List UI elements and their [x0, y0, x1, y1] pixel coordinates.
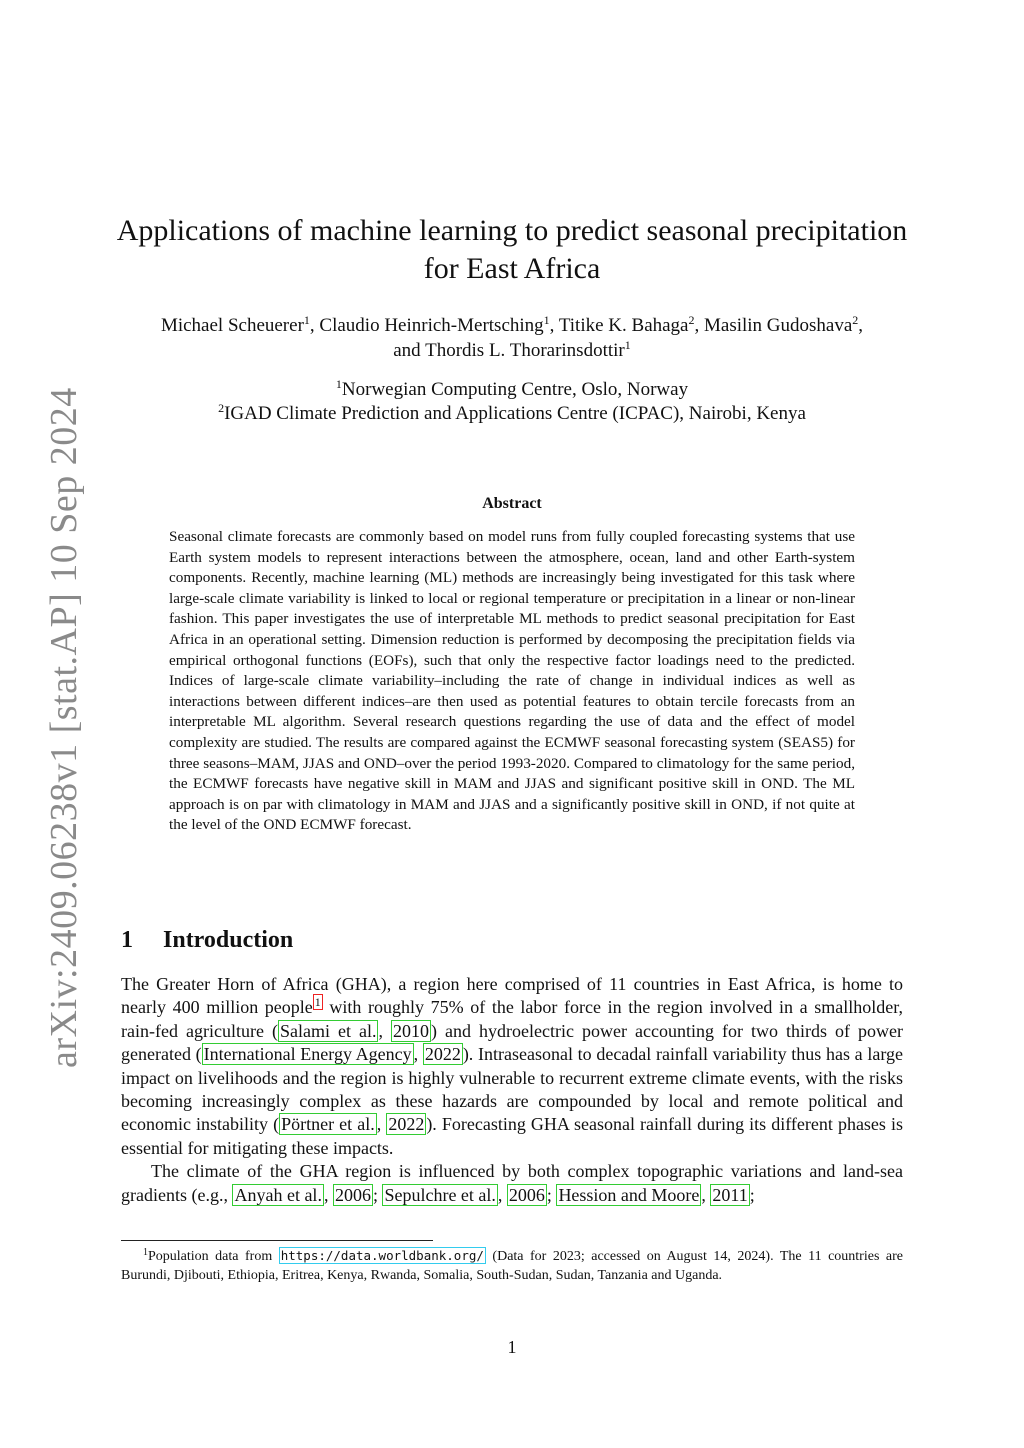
paragraph: The climate of the GHA region is influenced by both complex topographic variations and land-sea gradients (e.g., Anyah et al. , 2006 ; Sepulchre et al. , 2006 ; Hession and Moore , 2011 ;: [121, 1161, 903, 1205]
author-name: Masilin Gudoshava: [704, 315, 853, 336]
citation-link[interactable]: 2010: [393, 1020, 429, 1041]
author-affil-mark: 1: [624, 338, 631, 352]
abstract-text: Seasonal climate forecasts are commonly based on model runs from fully coupled forecasting systems that use Earth system models to represent interactions between the atmosphere, ocean, land and other Earth-system components. Recently, machine learning (ML) methods are increasingly being investigated for this task where large-scale climate variability is linked to local or regional temperature or precipitation in a linear or non-linear fashion. This paper investigates the use of interpretable ML methods to predict seasonal precipitation for East Africa in an operational setting. Dimension reduction is performed by decomposing the precipitation fields via empirical orthogonal functions (EOFs), such that only the respective factor loadings need to the predicted. Indices of large-scale climate variability–including the rate of change in individual indices as well as interactions between different indices–are then used as potential features to obtain tercile forecasts from an interpretable ML algorithm. Several research questions regarding the use of data and the effect of model complexity are studied. The results are compared against the ECMWF seasonal forecasting system (SEAS5) for three seasons–MAM, JJAS and OND–over the period 1993-2020. Compared to climatology for the same period, the ECMWF forecasts have negative skill in MAM and JJAS and significant positive skill in OND. The ML approach is on par with climatology in MAM and JJAS and a significantly positive skill in OND, if not quite at the level of the OND ECMWF forecast.: [169, 528, 855, 834]
author-name: Claudio Heinrich-Mertsching: [319, 315, 544, 336]
paper-title: Applications of machine learning to predict seasonal precipitation for East Africa: [116, 214, 908, 285]
affiliation-list: [150, 378, 874, 426]
citation-link[interactable]: 2006: [508, 1184, 545, 1205]
citation-link[interactable]: International Energy Agency: [203, 1044, 412, 1065]
citation-link[interactable]: 2022: [424, 1044, 461, 1065]
footnote: $^1$Population data from https://data.worldbank.org/ (Data for 2023; accessed on August 14, 2024). The 11 countries are Burundi, Djibouti, Ethiopia, Eritrea, Kenya, Rwanda, Somalia, South-Sudan, Sudan, Tanzania and Uganda.: [121, 1247, 903, 1283]
affiliation: $^1$Norwegian Computing Centre, Oslo, Norway: [335, 377, 689, 400]
section-title: Introduction: [163, 927, 294, 953]
citation-link[interactable]: 2022: [388, 1114, 425, 1135]
section-number: 1: [121, 927, 133, 953]
abstract-heading: Abstract: [482, 495, 542, 512]
author-affil-mark: 1: [303, 313, 310, 327]
citation-link[interactable]: 2011: [712, 1184, 748, 1205]
footnote-number: 1: [143, 1247, 148, 1258]
citation-link[interactable]: Salami et al.: [279, 1020, 377, 1041]
citation-link[interactable]: Anyah et al.: [234, 1184, 322, 1205]
author-affil-mark: 1: [543, 313, 550, 327]
citation-link[interactable]: Sepulchre et al.: [384, 1184, 496, 1205]
introduction-body: [121, 973, 903, 1207]
section-heading: [121, 927, 621, 954]
url-link[interactable]: https://data.worldbank.org/: [280, 1248, 484, 1263]
author-affil-mark: 2: [688, 313, 695, 327]
footnote-divider: [121, 1240, 433, 1241]
citation-link[interactable]: Pörtner et al.: [281, 1114, 375, 1135]
author-name: Michael Scheuerer: [160, 315, 304, 336]
affiliation: $^2$IGAD Climate Prediction and Applications Centre (ICPAC), Nairobi, Kenya: [218, 401, 806, 424]
author-name: Thordis L. Thorarinsdottir: [425, 340, 625, 361]
author-list: Michael Scheuerer$^1$, Claudio Heinrich-Mertsching$^1$, Titike K. Bahaga$^2$, Masilin Gudoshava$^2$, and Thordis L. Thorarinsdottir$^1$: [160, 313, 864, 361]
author-name: Titike K. Bahaga: [558, 315, 689, 336]
arxiv-identifier-stamp: arXiv:2409.06238v1 [stat.AP] 10 Sep 2024: [43, 387, 85, 1068]
author-affil-mark: 2: [852, 313, 859, 327]
citation-link[interactable]: 2006: [334, 1184, 371, 1205]
page-number: 1: [507, 1337, 517, 1357]
footnote-link[interactable]: 1: [314, 995, 321, 1010]
citation-link[interactable]: Hession and Moore: [558, 1184, 700, 1205]
paragraph: The Greater Horn of Africa (GHA), a region here comprised of 11 countries in East Africa, is home to nearly 400 million people $^1$ with roughly 75% of the labor force in the region involved in a smallholder, rain-fed agriculture ( Salami et al. , 2010 ) and hydroelectric power accounting for two thirds of power generated ( International Energy Agency , 2022 ). Intraseasonal to decadal rainfall variability thus has a large impact on livelihoods and the region is highly vulnerable to recurrent extreme climate events, with the risks becoming increasingly complex as these hazards are compounded by local and remote political and economic instability ( Pörtner et al. , 2022 ). Forecasting GHA seasonal rainfall during its different phases is essential for mitigating these impacts.: [121, 974, 904, 1158]
